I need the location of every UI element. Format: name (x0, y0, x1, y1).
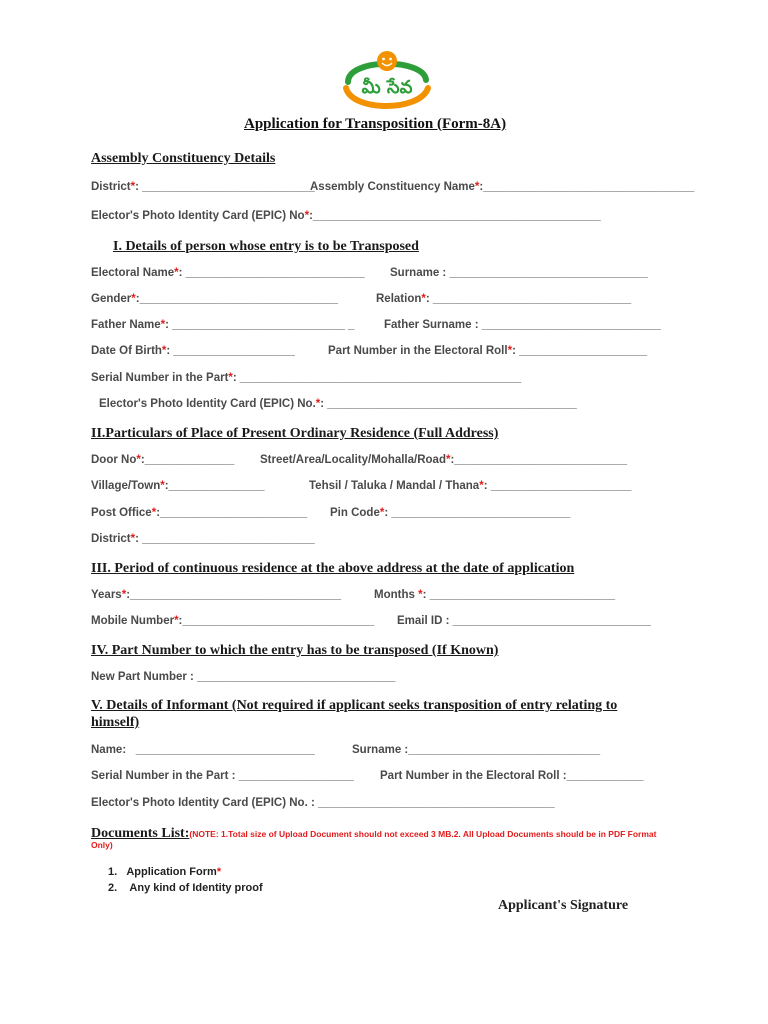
documents-note-line2: Only) (91, 840, 113, 850)
post-office-field[interactable]: Post Office*:_______________________ (91, 507, 308, 519)
tehsil-field[interactable]: Tehsil / Taluka / Mandal / Thana*: ______________________ (309, 480, 632, 492)
months-field[interactable]: Months *: _____________________________ (374, 589, 616, 601)
person-epic-field[interactable]: Elector's Photo Identity Card (EPIC) No.*: _______________________________________ (99, 398, 577, 410)
informant-serial-field[interactable]: Serial Number in the Part : __________________ (91, 770, 354, 782)
assembly-heading: Assembly Constituency Details (91, 151, 276, 166)
surname-field[interactable]: Surname : _______________________________ (390, 267, 648, 279)
village-town-field[interactable]: Village/Town*:_______________ (91, 480, 265, 492)
father-surname-field[interactable]: Father Surname : ____________________________ (384, 319, 661, 331)
serial-number-field[interactable]: Serial Number in the Part*: ____________________________________________ (91, 372, 522, 384)
assembly-district-field[interactable]: District*: ___________________________ (91, 181, 315, 193)
documents-heading: Documents List: (91, 826, 190, 841)
new-part-number-field[interactable]: New Part Number : _______________________________ (91, 671, 396, 683)
date-of-birth-field[interactable]: Date Of Birth*: ___________________ (91, 345, 295, 357)
document-item-identity-proof: 2. Any kind of Identity proof (108, 882, 263, 894)
relation-field[interactable]: Relation*: _______________________________ (376, 293, 632, 305)
section5-heading-line2: himself) (91, 715, 140, 730)
form-title: Application for Transposition (Form-8A) (244, 116, 507, 132)
part-number-field[interactable]: Part Number in the Electoral Roll*: ____________________ (328, 345, 648, 357)
assembly-constituency-name-field[interactable]: Assembly Constituency Name*:_________________________________ (310, 181, 695, 193)
pin-code-field[interactable]: Pin Code*: ____________________________ (330, 507, 571, 519)
section1-heading: I. Details of person whose entry is to be Transposed (113, 239, 419, 254)
informant-name-field[interactable]: Name: ____________________________ (91, 744, 315, 756)
assembly-epic-field[interactable]: Elector's Photo Identity Card (EPIC) No*:_____________________________________________ (91, 210, 601, 222)
informant-epic-field[interactable]: Elector's Photo Identity Card (EPIC) No. : _____________________________________ (91, 797, 555, 809)
meeseva-logo (336, 44, 436, 116)
father-name-field[interactable]: Father Name*: ___________________________ _ (91, 319, 355, 331)
applicant-signature-label: Applicant's Signature (498, 898, 629, 913)
street-field[interactable]: Street/Area/Locality/Mohalla/Road*:___________________________ (260, 454, 627, 466)
section2-heading: II.Particulars of Place of Present Ordinary Residence (Full Address) (91, 426, 499, 441)
electoral-name-field[interactable]: Electoral Name*: ____________________________ (91, 267, 365, 279)
years-field[interactable]: Years*:_________________________________ (91, 589, 342, 601)
section4-heading: IV. Part Number to which the entry has to be transposed (If Known) (91, 643, 499, 658)
document-item-application-form: 1. Application Form* (108, 866, 222, 878)
section5-heading-line1: V. Details of Informant (Not required if applicant seeks transposition of entry relating to (91, 698, 618, 713)
door-no-field[interactable]: Door No*:______________ (91, 454, 235, 466)
logo-text: మీ సేవ (361, 77, 413, 98)
documents-note: (NOTE: 1.Total size of Upload Document should not exceed 3 MB.2. All Upload Documents should be in PDF Format (189, 829, 657, 839)
gender-field[interactable]: Gender*:_______________________________ (91, 293, 338, 305)
documents-list-row (91, 824, 656, 842)
residence-district-field[interactable]: District*: ___________________________ (91, 533, 315, 545)
section3-heading: III. Period of continuous residence at the above address at the date of application (91, 561, 575, 576)
logo-graphic (336, 44, 436, 116)
email-field[interactable]: Email ID : _______________________________ (397, 615, 651, 627)
informant-part-number-field[interactable]: Part Number in the Electoral Roll :____________ (380, 770, 644, 782)
mobile-number-field[interactable]: Mobile Number*:______________________________ (91, 615, 375, 627)
informant-surname-field[interactable]: Surname :______________________________ (352, 744, 601, 756)
